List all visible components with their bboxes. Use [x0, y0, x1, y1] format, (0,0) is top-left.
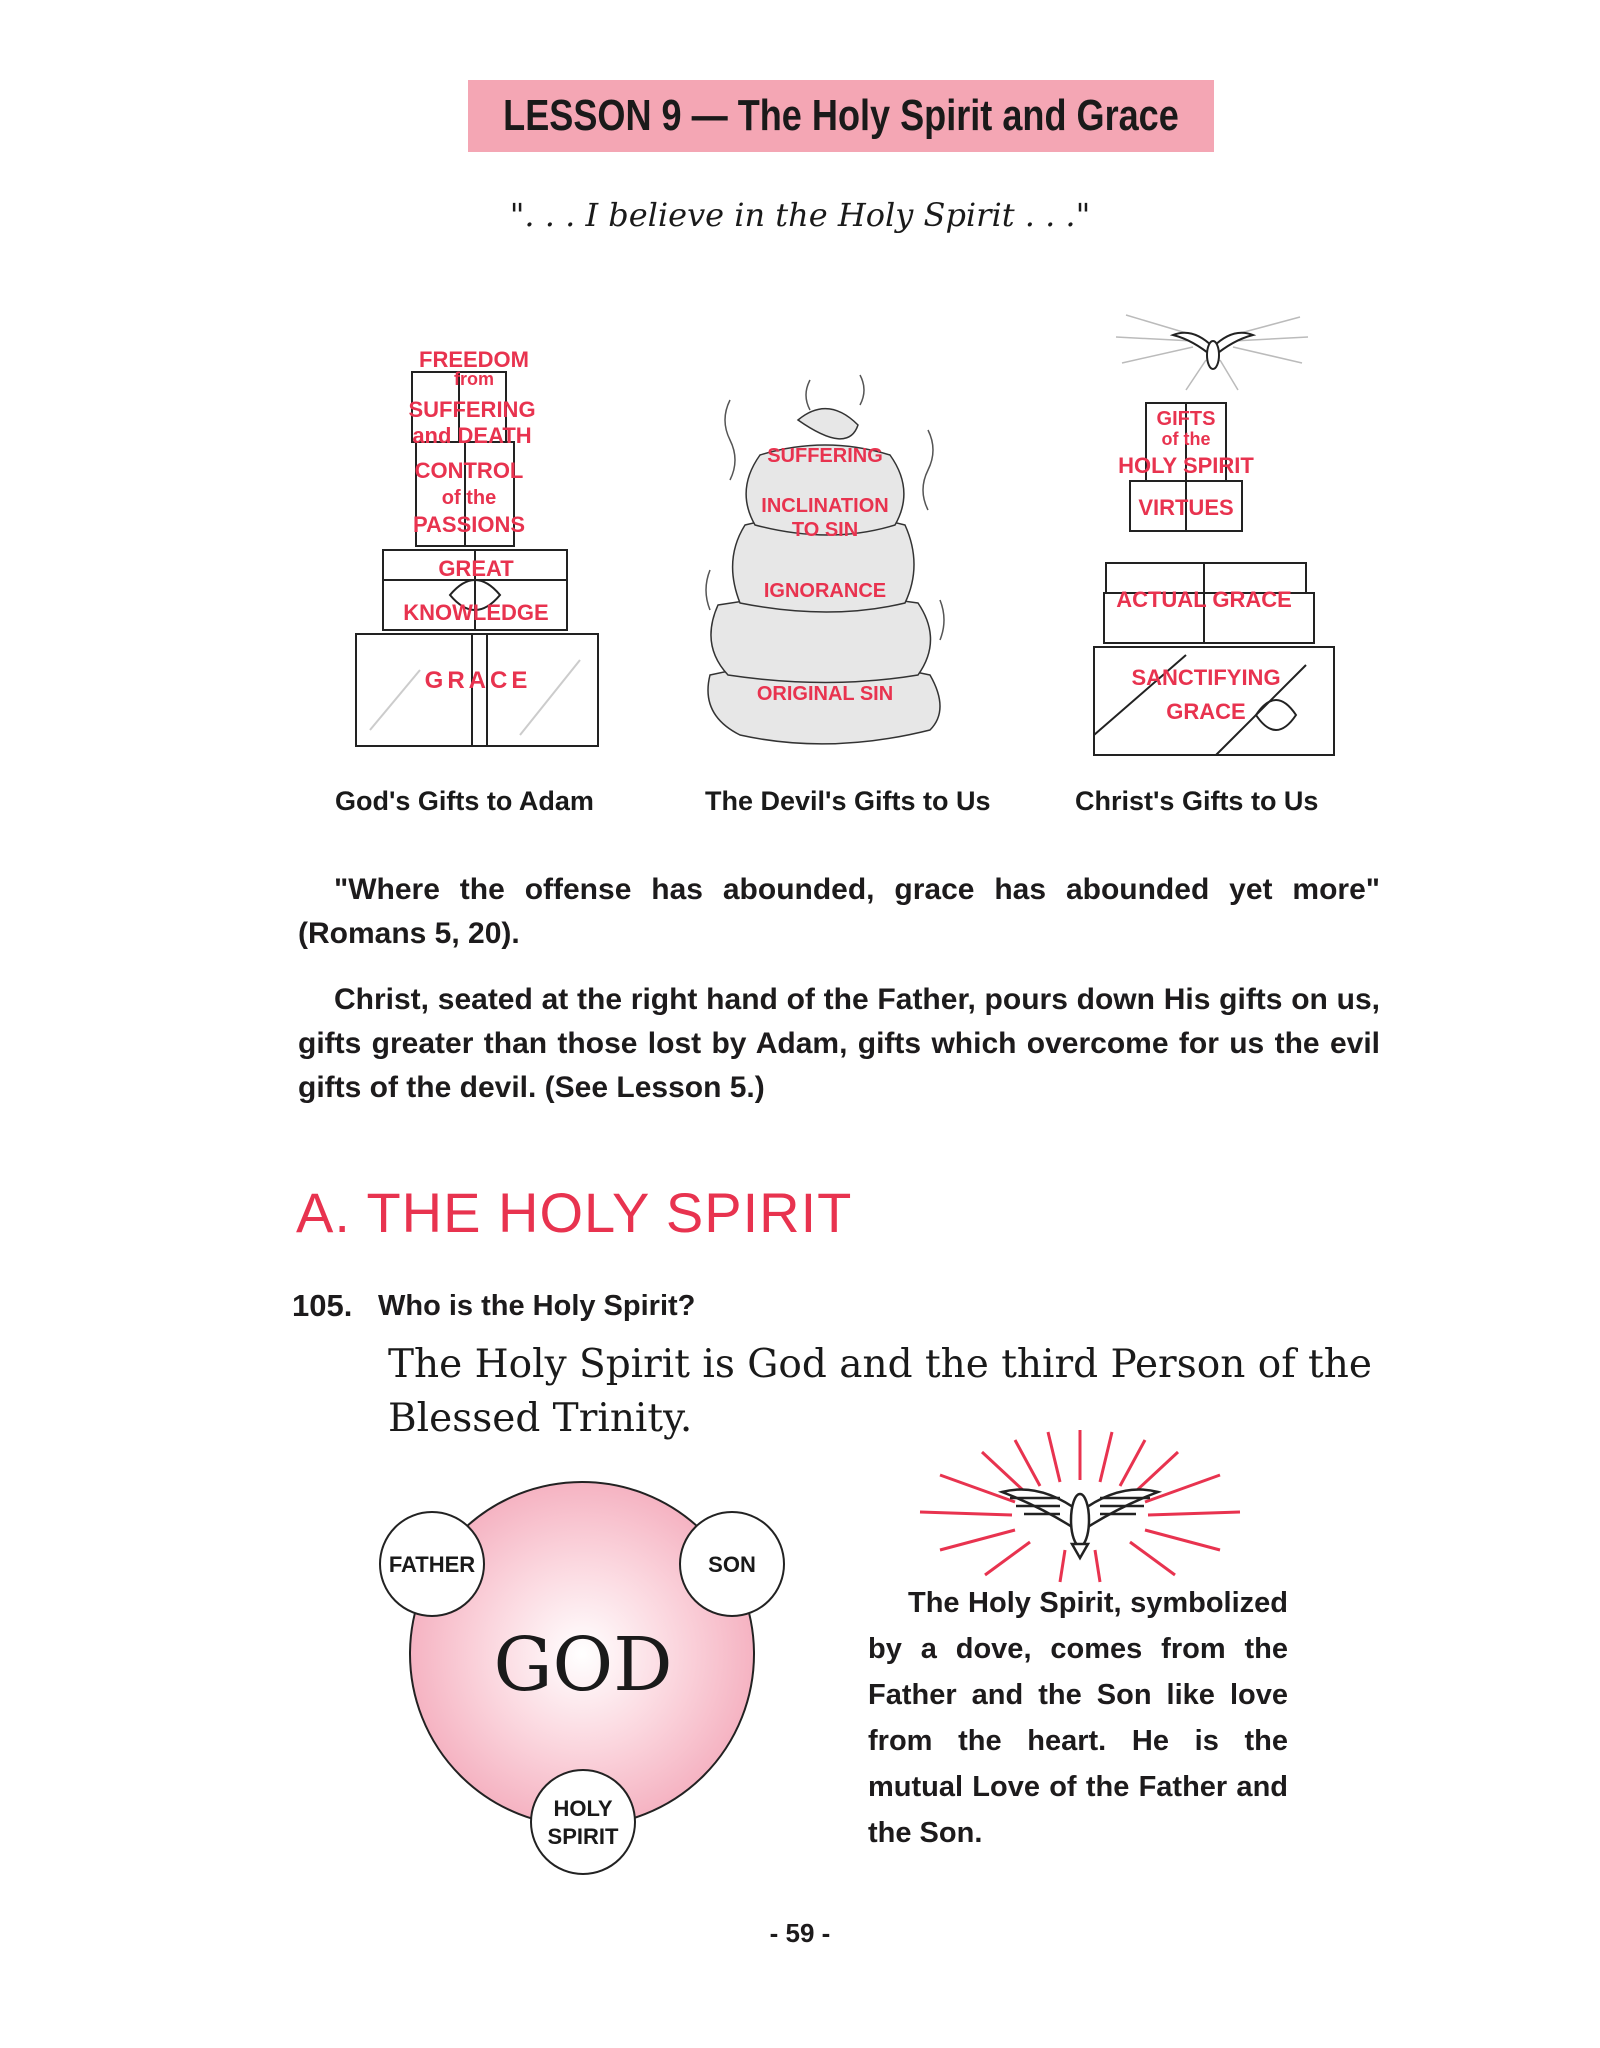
- christ-label-gifts: GIFTS: [1156, 408, 1216, 430]
- adam-label-freedom: FREEDOM: [419, 347, 529, 372]
- christ-label-actual-grace: ACTUAL GRACE: [1116, 587, 1292, 612]
- devil-label-to-sin: TO SIN: [791, 519, 859, 541]
- adam-label-knowledge: KNOWLEDGE: [403, 600, 549, 625]
- adam-gifts-illustration: [350, 340, 610, 750]
- creed-quote: ". . . I believe in the Holy Spirit . . .": [509, 196, 1091, 234]
- devil-label-suffering: SUFFERING: [767, 445, 883, 467]
- dove-icon: [1002, 1490, 1158, 1559]
- devil-label-ignorance: IGNORANCE: [763, 580, 887, 602]
- christ-gifts-illustration: [1086, 305, 1340, 760]
- devil-label-inclination: INCLINATION: [761, 495, 889, 517]
- christ-label-sanctifying: SANCTIFYING: [1131, 665, 1281, 690]
- scripture-quote: "Where the offense has abounded, grace has abounded yet more" (Romans 5, 20).: [298, 873, 1380, 950]
- christ-label-of-the: of the: [1161, 429, 1211, 449]
- question-number: 105.: [292, 1288, 353, 1323]
- trinity-son: SON: [708, 1552, 756, 1577]
- trinity-father: FATHER: [388, 1552, 476, 1577]
- section-heading: A. THE HOLY SPIRIT: [296, 1181, 853, 1244]
- dove-rays-illustration: [900, 1420, 1260, 1590]
- adam-label-grace: GRACE: [424, 667, 532, 694]
- dove-icon: [1173, 333, 1253, 369]
- adam-label-suffering: SUFFERING: [408, 397, 536, 422]
- page-number: - 59 -: [769, 1918, 831, 1948]
- adam-label-of-the: of the: [441, 487, 497, 509]
- devil-label-original-sin: ORIGINAL SIN: [756, 683, 894, 705]
- adam-gifts-caption: God's Gifts to Adam: [335, 786, 594, 816]
- question-text: Who is the Holy Spirit?: [378, 1290, 696, 1322]
- trinity-spirit: SPIRIT: [547, 1824, 619, 1849]
- devil-gifts-illustration: [690, 370, 960, 755]
- trinity-holy: HOLY: [553, 1796, 613, 1821]
- adam-label-passions: PASSIONS: [412, 512, 526, 537]
- adam-label-control: CONTROL: [414, 458, 524, 483]
- devil-gifts-caption: The Devil's Gifts to Us: [705, 786, 991, 816]
- lesson-title: LESSON 9 — The Holy Spirit and Grace: [503, 91, 1179, 140]
- christ-gifts-paragraph: Christ, seated at the right hand of the Father, pours down His gifts on us, gifts greater than those lost by Adam, gifts which overcome for us the evil gifts of the devil. (See Lesson 5.): [298, 983, 1380, 1104]
- lesson-banner: [468, 80, 1214, 152]
- christ-label-grace: GRACE: [1166, 699, 1246, 724]
- christ-gifts-caption: Christ's Gifts to Us: [1075, 786, 1319, 816]
- dove-description: The Holy Spirit, symbolized by a dove, comes from the Father and the Son like love from the heart. He is the mutual Love of the Father and the Son.: [868, 1587, 1288, 1849]
- christ-label-virtues: VIRTUES: [1138, 495, 1234, 520]
- adam-label-death: and DEATH: [412, 423, 532, 448]
- trinity-diagram: [370, 1470, 800, 1890]
- christ-label-holy-spirit: HOLY SPIRIT: [1118, 453, 1254, 478]
- trinity-god: GOD: [493, 1622, 673, 1708]
- answer-text: The Holy Spirit is God and the third Person of the Blessed Trinity.: [388, 1342, 1372, 1441]
- adam-label-great: GREAT: [438, 556, 514, 581]
- adam-label-from: from: [454, 369, 494, 389]
